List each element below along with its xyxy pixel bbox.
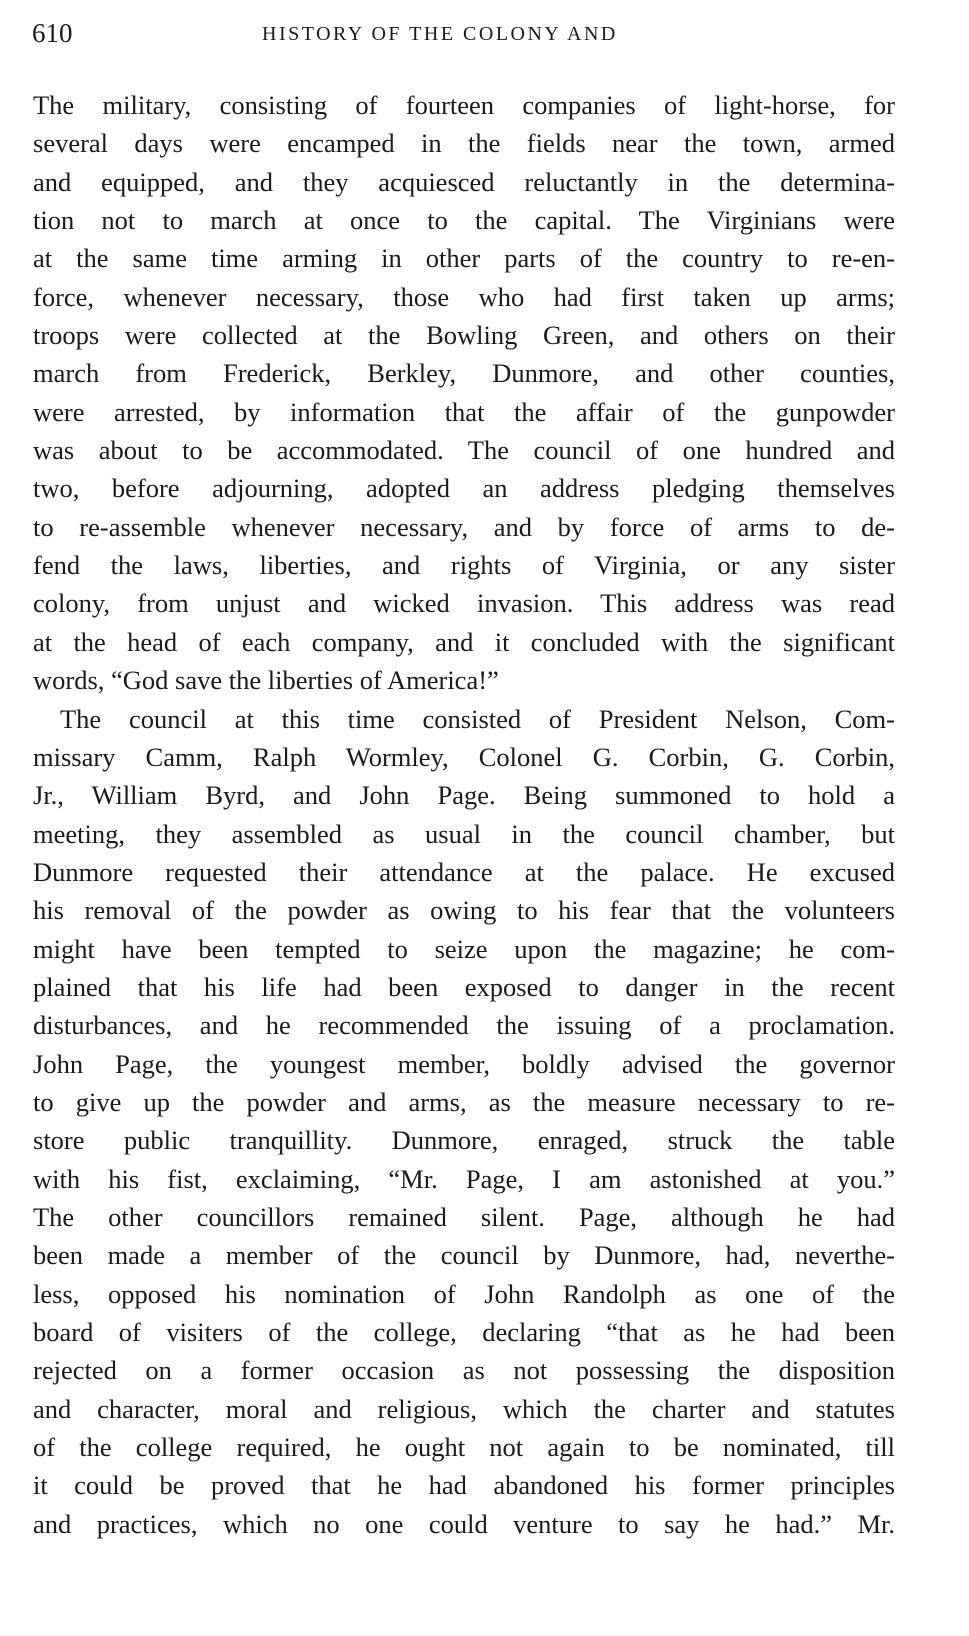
text-line: at the head of each company, and it concluded with the significant [33,626,895,657]
text-line: and practices, which no one could venture to say he had.” Mr. [33,1508,895,1539]
text-line: and equipped, and they acquiesced reluctantly in the determina- [33,166,895,197]
text-line: to give up the powder and arms, as the measure necessary to re- [33,1086,895,1117]
text-line: missary Camm, Ralph Wormley, Colonel G. Corbin, G. Corbin, [33,741,895,772]
text-line: Jr., William Byrd, and John Page. Being summoned to hold a [33,780,895,811]
paragraph-end-line: words, “God save the liberties of America!” [33,665,499,696]
text-line: less, opposed his nomination of John Randolph as one of the [33,1278,895,1309]
text-line: store public tranquillity. Dunmore, enraged, struck the table [33,1125,895,1156]
text-line: several days were encamped in the fields near the town, armed [33,128,895,159]
body-text [33,86,895,1543]
text-line: to re-assemble whenever necessary, and by force of arms to de- [33,511,895,542]
running-header [32,18,932,48]
text-line: at the same time arming in other parts of the country to re-en- [33,243,895,274]
text-line: fend the laws, liberties, and rights of Virginia, or any sister [33,550,895,581]
text-line: with his fist, exclaiming, “Mr. Page, I am astonished at you.” [33,1163,895,1194]
text-line: his removal of the powder as owing to his fear that the volunteers [33,895,895,926]
text-line: disturbances, and he recommended the issuing of a proclamation. [33,1010,895,1041]
text-line: troops were collected at the Bowling Green, and others on their [33,320,895,351]
text-line: board of visiters of the college, declaring “that as he had been [33,1317,895,1347]
text-line: of the college required, he ought not again to be nominated, till [33,1432,895,1463]
text-line: The other councillors remained silent. Page, although he had [33,1201,895,1232]
text-line: march from Frederick, Berkley, Dunmore, and other counties, [33,358,895,389]
text-line: might have been tempted to seize upon the magazine; he com- [33,933,895,964]
paragraph-first-line: The council at this time consisted of President Nelson, Com- [60,703,895,734]
page-number: 610 [32,18,73,48]
text-line: meeting, they assembled as usual in the council chamber, but [33,818,895,849]
text-line: it could be proved that he had abandoned his former principles [33,1470,895,1501]
running-title: HISTORY OF THE COLONY AND [262,23,618,45]
text-line: been made a member of the council by Dunmore, had, neverthe- [33,1240,895,1271]
text-line: were arrested, by information that the affair of the gunpowder [33,396,895,427]
text-line: force, whenever necessary, those who had first taken up arms; [33,281,895,312]
text-line: John Page, the youngest member, boldly advised the governor [33,1048,895,1079]
text-line: Dunmore requested their attendance at the palace. He excused [33,856,895,887]
text-line: and character, moral and religious, which the charter and statutes [33,1393,895,1424]
text-line: tion not to march at once to the capital. The Virginians were [33,205,895,236]
text-line: rejected on a former occasion as not possessing the disposition [33,1355,895,1386]
text-line: The military, consisting of fourteen companies of light-horse, for [33,90,895,120]
text-line: was about to be accommodated. The council of one hundred and [33,435,895,466]
text-line: colony, from unjust and wicked invasion. This address was read [33,588,895,619]
text-line: plained that his life had been exposed to danger in the recent [33,971,895,1002]
text-line: two, before adjourning, adopted an address pledging themselves [33,473,895,504]
